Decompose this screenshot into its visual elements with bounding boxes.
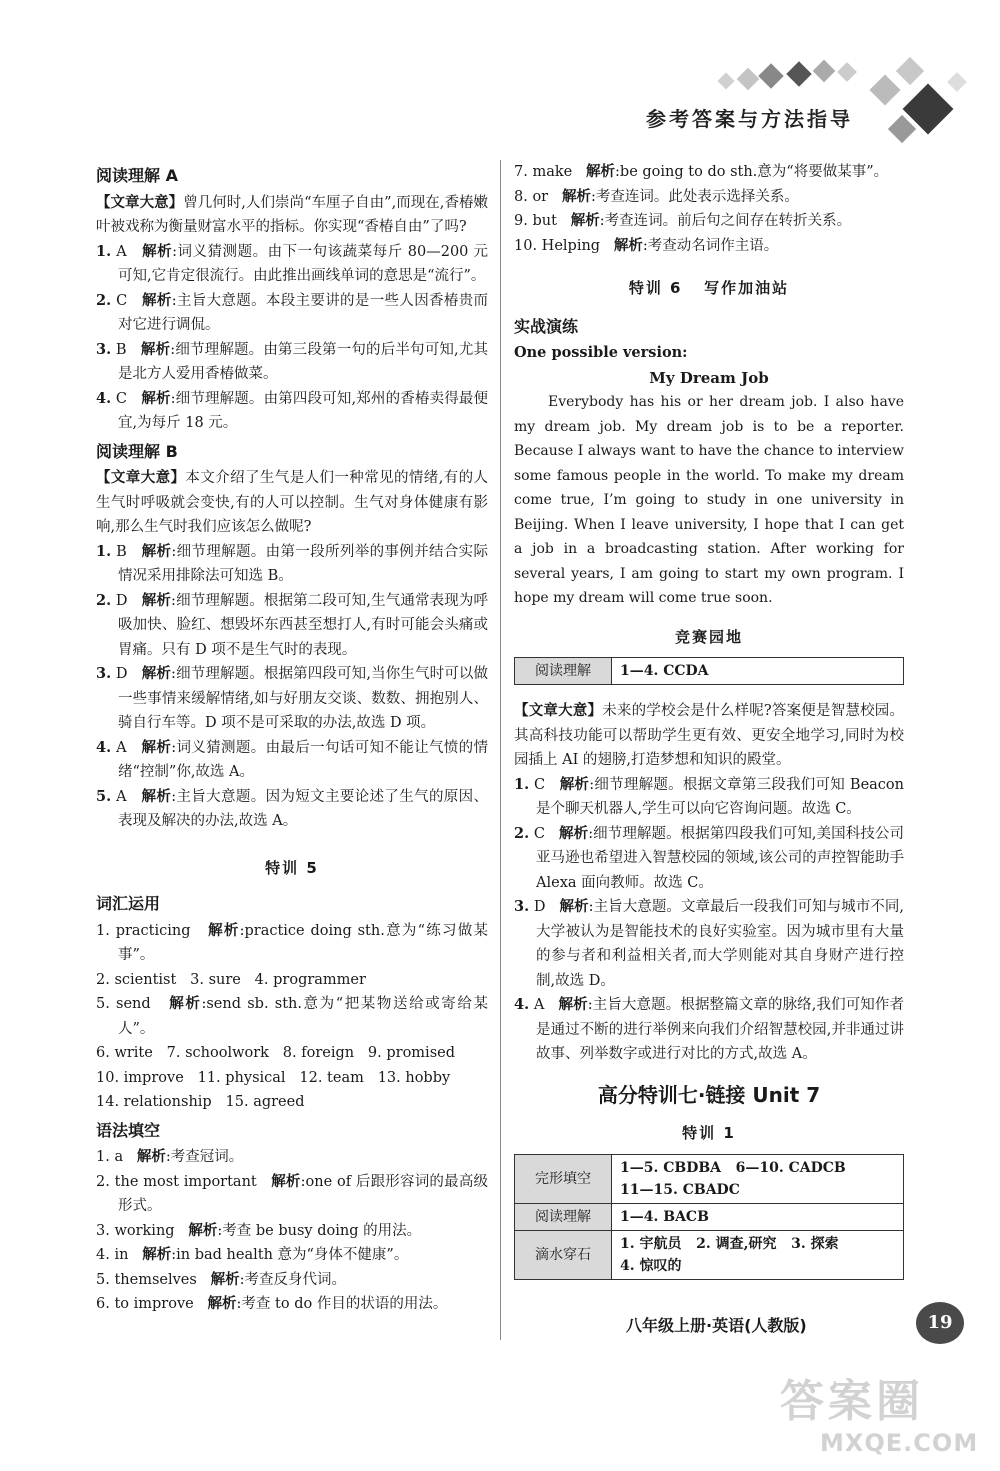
section-heading: 特训 6 写作加油站	[628, 279, 790, 297]
table-cell: 1—5. CBDBA 6—10. CADCB 11—15. CBADC	[612, 1154, 904, 1203]
answer-item: 4. A 解析:词义猜测题。由最后一句话可知不能让气愤的情绪“控制”你,故选 A。	[96, 738, 489, 780]
answer-item: 6. to improve 解析:考查 to do 作目的状语的用法。	[96, 1295, 448, 1312]
column-divider	[500, 160, 501, 1340]
answer-item: 5. A 解析:主旨大意题。因为短文主要论述了生气的原因、表现及解决的办法,故选 A。	[96, 787, 489, 829]
table-cell: 1—4. CCDA	[612, 658, 904, 685]
unit-title: 高分特训七·链接 Unit 7	[597, 1082, 821, 1107]
left-column	[96, 160, 488, 1317]
watermark: 答案圈 MXQE.COM	[780, 1376, 979, 1457]
right-column	[514, 160, 904, 1294]
section-heading: 语法填空	[96, 1120, 161, 1140]
answer-item: 4. C 解析:细节理解题。由第四段可知,郑州的香椿卖得最便宜,为每斤 18 元。	[96, 389, 489, 431]
answer-item: 1. a 解析:考查冠词。	[96, 1148, 244, 1165]
answer-item: 3. D 解析:主旨大意题。文章最后一段我们可知与城市不同,大学被认为是智能技术的良好实验室。因为城市里有大量的参与者和利益相关者,而大学则能对其自身财产进行控制,故选 D。	[514, 898, 905, 989]
section-heading: 竞赛园地	[674, 627, 743, 646]
section-heading: 特训 1	[682, 1124, 736, 1142]
answer-item: 10. improve 11. physical 12. team 13. hobby	[96, 1069, 451, 1086]
footer-grade: 八年级上册·英语(人教版)	[626, 1316, 807, 1335]
section-heading: 阅读理解 A	[96, 166, 178, 185]
answer-item: 3. working 解析:考查 be busy doing 的用法。	[96, 1221, 422, 1239]
answer-table	[514, 1154, 904, 1280]
answer-item: 2. C 解析:主旨大意题。本段主要讲的是一些人因香椿贵而对它进行调侃。	[96, 291, 489, 333]
answer-table	[514, 657, 904, 685]
section-heading: 阅读理解 B	[96, 441, 178, 461]
answer-item: 1. B 解析:细节理解题。由第一段所列举的事例并结合实际情况采用排除法可知选 B。	[96, 542, 489, 584]
summary: 【文章大意】未来的学校会是什么样呢?答案便是智慧校园。其高科技功能可以帮助学生更有效、更安全地学习,同时为校园插上 AI 的翅膀,打造梦想和知识的殿堂。	[514, 702, 905, 768]
page-title: 参考答案与方法指导	[646, 107, 853, 131]
table-row	[515, 1154, 904, 1203]
answer-item: 8. or 解析:考查连词。此处表示选择关系。	[514, 187, 799, 205]
answer-item: 2. C 解析:细节理解题。根据第四段我们可知,美国科技公司亚马逊也希望进入智慧校园的领域,该公司的声控智能助手 Alexa 面向教师。故选 C。	[514, 824, 905, 891]
section-heading: 特训 5	[265, 858, 319, 877]
section-heading: 实战演练	[514, 316, 579, 336]
answer-item: 10. Helping 解析:考查动名词作主语。	[514, 236, 779, 254]
page-header	[0, 0, 1000, 150]
table-cell: 1—4. BACB	[612, 1203, 904, 1230]
table-cell: 完形填空	[515, 1154, 612, 1203]
answer-item: 4. in 解析:in bad health 意为“身体不健康”。	[96, 1246, 409, 1263]
answer-item: 2. the most important 解析:one of 后跟形容词的最高级形式。	[96, 1172, 489, 1214]
table-row	[515, 1230, 904, 1279]
answer-item: 2. D 解析:细节理解题。根据第二段可知,生气通常表现为呼吸加快、脸红、想毁坏东西甚至想打人,有时可能会头痛或胃痛。只有 D 项不是生气时的表现。	[96, 591, 489, 658]
answer-item: 1. practicing 解析:practice doing sth.意为“练习做某事”。	[96, 921, 488, 963]
answer-item: 9. but 解析:考查连词。前后句之间存在转折关系。	[514, 212, 852, 229]
essay-title: My Dream Job	[649, 368, 769, 387]
answer-item: 7. make 解析:be going to do sth.意为“将要做某事”。	[514, 163, 889, 180]
table-cell: 1. 宇航员 2. 调查,研究 3. 探索 4. 惊叹的	[612, 1230, 904, 1279]
summary: 【文章大意】曾几何时,人们崇尚“车厘子自由”,而现在,香椿嫩叶被戏称为衡量财富水平的指标。你实现“香椿自由”了吗?	[96, 193, 489, 235]
answer-item: 5. send 解析:send sb. sth.意为“把某物送给或寄给某人”。	[96, 995, 488, 1037]
answer-item: 3. D 解析:细节理解题。根据第四段可知,当你生气时可以做一些事情来缓解情绪,如与好朋友交谈、数数、拥抱别人、骑自行车等。D 项不是可采取的办法,故选 D 项。	[96, 665, 489, 731]
answer-item: 3. B 解析:细节理解题。由第三段第一句的后半句可知,尤其是北方人爱用香椿做菜。	[96, 340, 489, 382]
answer-item: 5. themselves 解析:考查反身代词。	[96, 1270, 347, 1288]
page-number: 19	[916, 1302, 964, 1344]
answer-item: 2. scientist 3. sure 4. programmer	[96, 971, 366, 988]
essay-label: One possible version:	[514, 344, 688, 361]
summary: 【文章大意】本文介绍了生气是人们一种常见的情绪,有的人生气时呼吸就会变快,有的人可以控制。生气对身体健康有影响,那么生气时我们应该怎么做呢?	[96, 469, 489, 535]
answer-item: 1. C 解析:细节理解题。根据文章第三段我们可知 Beacon 是个聊天机器人,学生可以向它咨询问题。故选 C。	[514, 775, 904, 817]
table-cell: 滴水穿石	[515, 1230, 612, 1279]
table-cell: 阅读理解	[515, 658, 612, 685]
table-cell: 阅读理解	[515, 1203, 612, 1230]
table-row	[515, 1203, 904, 1230]
answer-item: 14. relationship 15. agreed	[96, 1094, 305, 1110]
essay-body: Everybody has his or her dream job. I also have my dream job. My dream job is to be a reporter. Because I always want to have the chance to interview some famous people in the world. To make my dream come true, I’m going to study in one university in Beijing. When I leave university, I hope that I can get a job in a broadcasting station. After working for several years, I am going to start my own program. I hope my dream will come true soon.	[514, 394, 904, 606]
answer-item: 6. write 7. schoolwork 8. foreign 9. promised	[96, 1045, 456, 1061]
section-heading: 词汇运用	[96, 894, 161, 913]
answer-item: 4. A 解析:主旨大意题。根据整篇文章的脉络,我们可知作者是通过不断的进行举例来向我们介绍智慧校园,并非通过讲故事、列举数字或进行对比的方式,故选 A。	[514, 996, 905, 1062]
table-row	[515, 658, 904, 685]
answer-item: 1. A 解析:词义猜测题。由下一句该蔬菜每斤 80—200 元可知,它肯定很流行。由此推出画线单词的意思是“流行”。	[96, 242, 489, 284]
